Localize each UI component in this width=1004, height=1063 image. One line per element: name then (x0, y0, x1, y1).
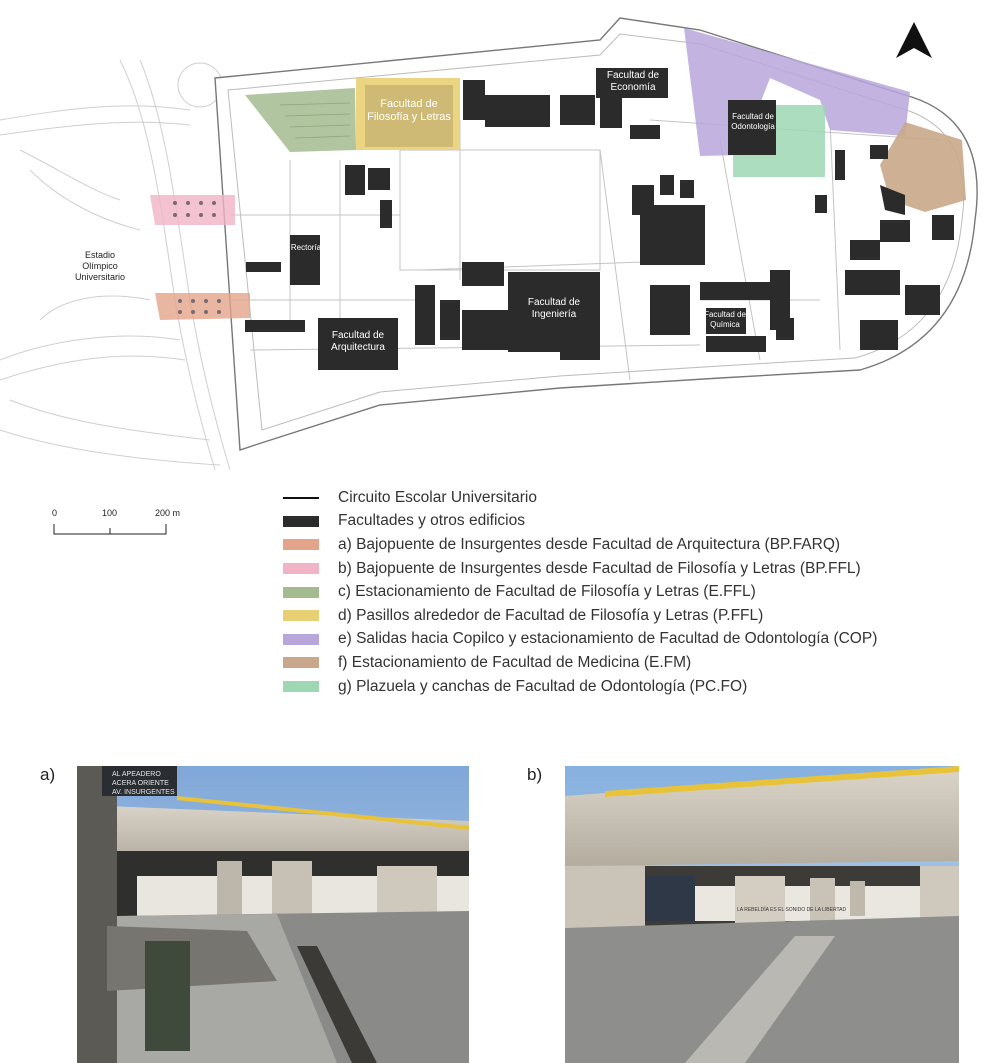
scale-tick-200: 200 m (155, 508, 181, 518)
scale-tick-0: 0 (52, 508, 58, 518)
legend-label: g) Plazuela y canchas de Facultad de Odontología (PC.FO) (338, 677, 748, 695)
legend-item-cop (283, 628, 983, 652)
legend-item-effl (283, 580, 983, 604)
legend-label: c) Estacionamiento de Facultad de Filosofía y Letras (E.FFL) (338, 583, 756, 601)
legend-item-pffl (283, 604, 983, 628)
legend-swatch (283, 539, 319, 550)
label-ingenieria: Facultad de Ingeniería (527, 297, 581, 320)
zone-bpffl (150, 195, 235, 225)
campus-map (0, 0, 1004, 470)
legend-item-efm (283, 651, 983, 675)
label-filosofia: Facultad de Filosofía y Letras (367, 98, 451, 123)
photo-a-letter: a) (40, 765, 56, 784)
legend-swatch (283, 681, 319, 692)
scale-bar-line (52, 508, 182, 538)
legend-label: e) Salidas hacia Copilco y estacionamiento de Facultad de Odontología (COP) (338, 630, 878, 648)
label-economia: Facultad de Economía (606, 70, 660, 93)
label-odontologia: Facultad de Odontología (731, 112, 775, 131)
legend-swatch (283, 634, 319, 645)
label-arquitectura: Facultad de Arquitectura (331, 330, 385, 353)
legend-item-facultades (283, 510, 983, 534)
legend-label: Circuito Escolar Universitario (338, 488, 537, 506)
scale-bar (52, 508, 182, 538)
map-legend (283, 486, 983, 698)
photo-a-underpass (77, 766, 469, 1063)
zone-bpfarq (155, 293, 250, 320)
sign-line-3: AV. INSURGENTES (112, 789, 175, 796)
legend-label: a) Bajopuente de Insurgentes desde Facultad de Arquitectura (BP.FARQ) (338, 535, 841, 553)
scale-tick-100: 100 (102, 508, 118, 518)
legend-label: f) Estacionamiento de Facultad de Medicina (E.FM) (338, 653, 692, 671)
photo-b-drawing (565, 766, 959, 1063)
legend-swatch (283, 587, 319, 598)
legend-swatch (283, 610, 319, 621)
legend-item-bpffl (283, 557, 983, 581)
legend-item-pcfo (283, 675, 983, 699)
photo-a-drawing (77, 766, 469, 1063)
legend-item-circuito (283, 486, 983, 510)
legend-label: d) Pasillos alrededor de Facultad de Filosofía y Letras (P.FFL) (338, 606, 764, 624)
graffiti-text: LA REBELDÍA ES EL SONIDO DE LA LIBERTAD (737, 907, 847, 913)
photo-b-underpass (565, 766, 959, 1063)
label-quimica: Facultad de Química (704, 310, 746, 329)
photo-b-letter: b) (527, 765, 543, 784)
legend-item-bpfarq (283, 533, 983, 557)
legend-label: b) Bajopuente de Insurgentes desde Facultad de Filosofía y Letras (BP.FFL) (338, 559, 861, 577)
label-rectoria: Rectoría (290, 243, 322, 252)
legend-swatch (283, 516, 319, 527)
stadium-label: Estadio Olímpico Universitario (74, 250, 125, 282)
sign-line-2: ACERA ORIENTE (112, 780, 169, 787)
north-arrow-icon (896, 22, 932, 58)
sign-line-1: AL APEADERO (112, 771, 161, 778)
campus-map-drawing (0, 0, 1004, 470)
legend-swatch (283, 657, 319, 668)
legend-swatch (283, 497, 319, 499)
legend-swatch (283, 563, 319, 574)
legend-label: Facultades y otros edificios (338, 512, 525, 530)
